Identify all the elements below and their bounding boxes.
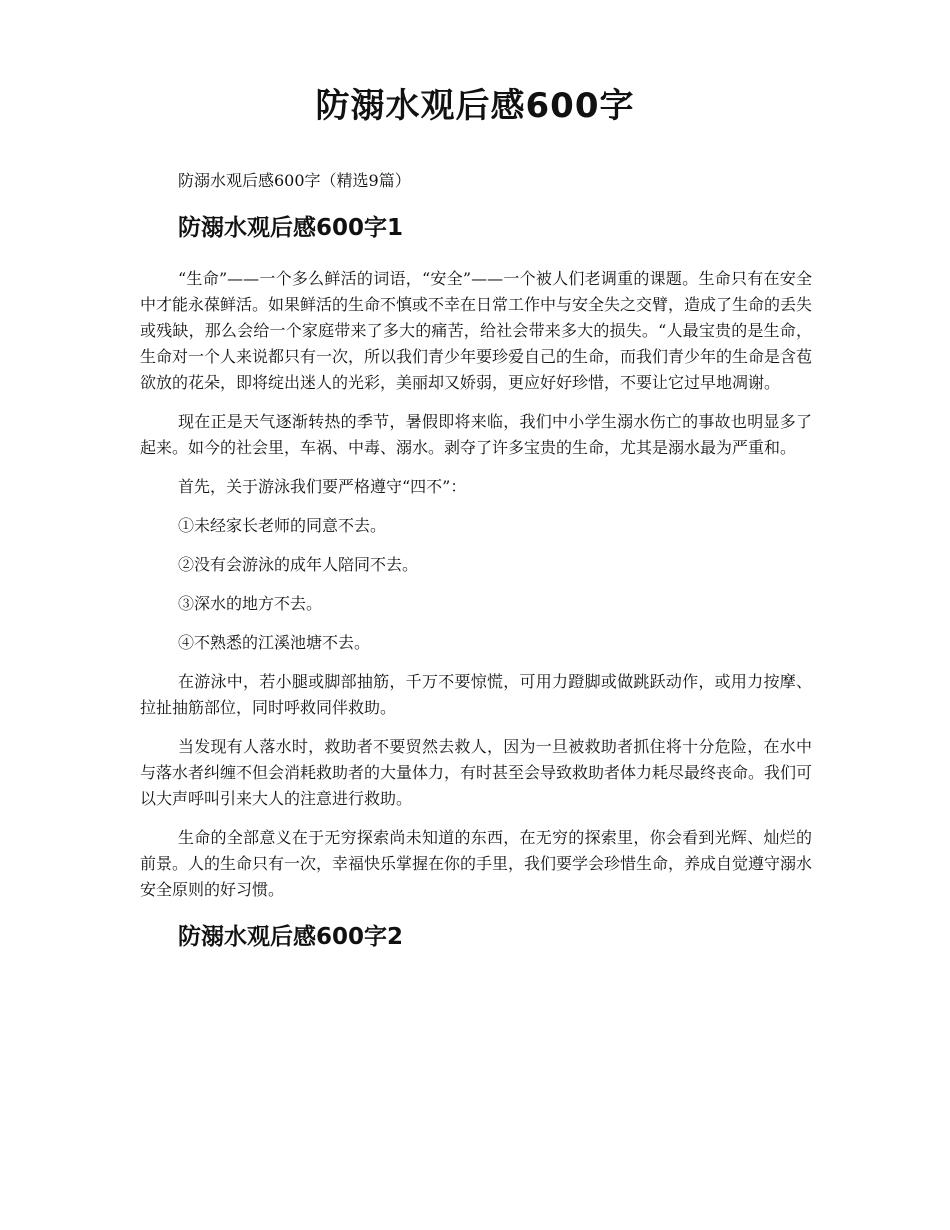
paragraph-four-rules: 首先，关于游泳我们要严格遵守“四不”： bbox=[178, 477, 467, 496]
paragraph-intro: “生命”——一个多么鲜活的词语，“安全”——一个被人们老调重的课题。生命只有在安全中才能永葆鲜活。如果鲜活的生命不慎或不幸在日常工作中与安全失之交臂，造成了生命的丢失或残缺，那么会给一个家庭带来了多大的痛苦，给社会带来多大的损失。“人最宝贵的是生命，生命对一个人来说都只有一次，所以我们青少年要珍爱自己的生命，而我们青少年的生命是含苞欲放的花朵，即将绽出迷人的光彩，美丽却又娇弱，更应好好珍惜，不要让它过早地凋谢。 bbox=[140, 269, 813, 392]
paragraph-cramp: 在游泳中，若小腿或脚部抽筋，千万不要惊慌，可用力蹬脚或做跳跃动作，或用力按摩、拉扯抽筋部位，同时呼救同伴救助。 bbox=[140, 672, 812, 717]
paragraph-season: 现在正是天气逐渐转热的季节，暑假即将来临，我们中小学生溺水伤亡的事故也明显多了起来。如今的社会里，车祸、中毒、溺水。剥夺了许多宝贵的生命，尤其是溺水最为严重和。 bbox=[140, 412, 812, 457]
document-title: 防溺水观后感600字 bbox=[315, 86, 635, 126]
document-subtitle: 防溺水观后感600字（精选9篇） bbox=[178, 171, 411, 190]
paragraph-conclusion: 生命的全部意义在于无穷探索尚未知道的东西，在无穷的探索里，你会看到光辉、灿烂的前景。人的生命只有一次，幸福快乐掌握在你的手里，我们要学会珍惜生命，养成自觉遵守溺水安全原则的好习惯。 bbox=[140, 828, 813, 899]
rule-item-1: ①未经家长老师的同意不去。 bbox=[178, 516, 387, 535]
rule-item-3: ③深水的地方不去。 bbox=[178, 594, 323, 613]
section-heading-2: 防溺水观后感600字2 bbox=[178, 924, 404, 950]
document-body bbox=[140, 166, 812, 975]
rule-item-2: ②没有会游泳的成年人陪同不去。 bbox=[178, 555, 419, 574]
paragraph-rescue: 当发现有人落水时，救助者不要贸然去救人，因为一旦被救助者抓住将十分危险，在水中与落水者纠缠不但会消耗救助者的大量体力，有时甚至会导致救助者体力耗尽最终丧命。我们可以大声呼叫引来大人的注意进行救助。 bbox=[140, 737, 813, 808]
rule-item-4: ④不熟悉的江溪池塘不去。 bbox=[178, 633, 371, 652]
section-heading-1: 防溺水观后感600字1 bbox=[178, 215, 404, 241]
